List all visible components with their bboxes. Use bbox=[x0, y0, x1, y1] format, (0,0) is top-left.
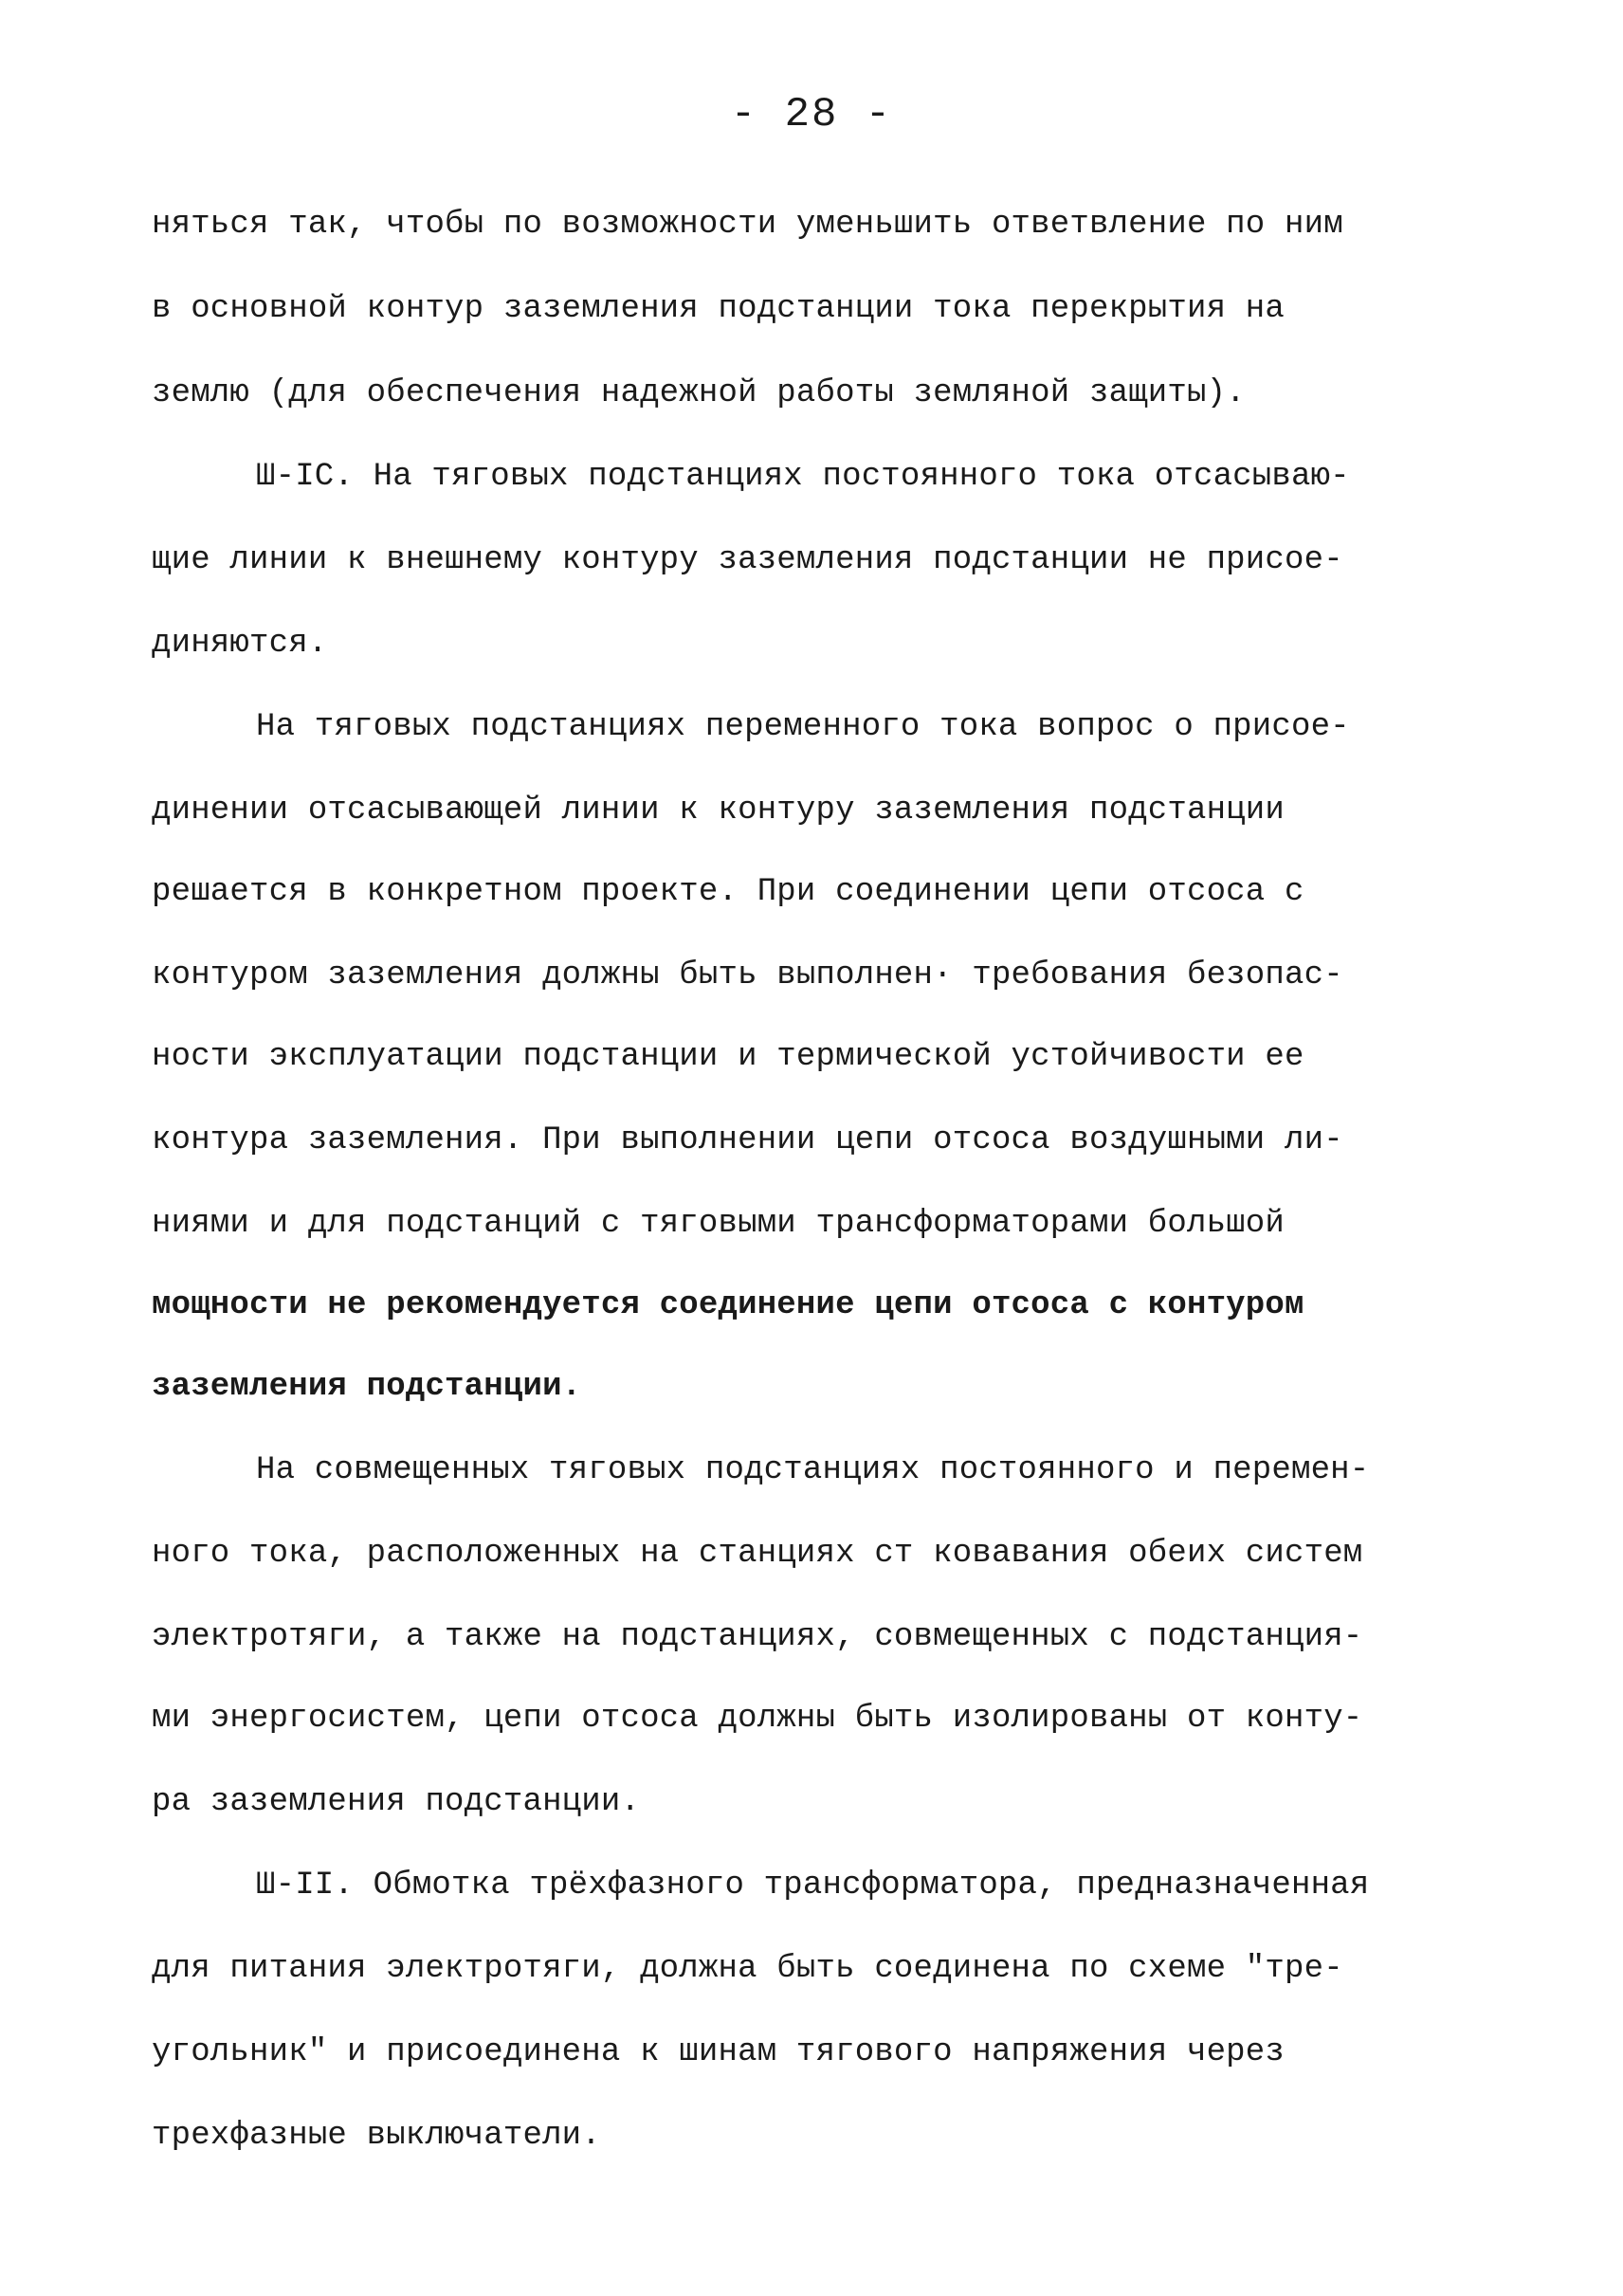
text-line: динении отсасывающей линии к контуру заземления подстанции bbox=[152, 793, 1285, 829]
paragraph-start-line: На тяговых подстанциях переменного тока вопрос о присое- bbox=[256, 709, 1350, 745]
text-line: няться так, чтобы по возможности уменьшить ответвление по ним bbox=[152, 207, 1343, 243]
text-line: контуром заземления должны быть выполнен· требования безопас- bbox=[152, 957, 1343, 993]
text-line: для питания электротяги, должна быть соединена по схеме "тре- bbox=[152, 1951, 1343, 1987]
text-line: ности эксплуатации подстанции и термической устойчивости ее bbox=[152, 1039, 1304, 1075]
text-line: трехфазные выключатели. bbox=[152, 2118, 601, 2154]
text-line: ра заземления подстанции. bbox=[152, 1784, 641, 1820]
text-line: землю (для обеспечения надежной работы земляной защиты). bbox=[152, 375, 1246, 411]
text-line: электротяги, а также на подстанциях, совмещенных с подстанция- bbox=[152, 1619, 1363, 1655]
text-line: ниями и для подстанций с тяговыми трансформаторами большой bbox=[152, 1206, 1285, 1242]
text-line-bold: заземления подстанции. bbox=[152, 1369, 582, 1405]
text-line: ми энергосистем, цепи отсоса должны быть изолированы от конту- bbox=[152, 1701, 1363, 1737]
paragraph-start-line: На совмещенных тяговых подстанциях постоянного и перемен- bbox=[256, 1452, 1370, 1488]
text-line: контура заземления. При выполнении цепи отсоса воздушными ли- bbox=[152, 1122, 1343, 1158]
text-line: щие линии к внешнему контуру заземления подстанции не присое- bbox=[152, 542, 1343, 578]
text-line: решается в конкретном проекте. При соединении цепи отсоса с bbox=[152, 874, 1304, 910]
paragraph-start-line: Ш-II. Обмотка трёхфазного трансформатора, предназначенная bbox=[256, 1868, 1370, 1904]
paragraph-start-line: Ш-IC. На тяговых подстанциях постоянного тока отсасываю- bbox=[256, 459, 1350, 495]
text-line-bold: мощности не рекомендуется соединение цепи отсоса с контуром bbox=[152, 1287, 1304, 1323]
page-number: - 28 - bbox=[730, 91, 893, 138]
text-line: ного тока, расположенных на станциях ст ковавания обеих систем bbox=[152, 1536, 1363, 1572]
text-line: угольник" и присоединена к шинам тягового напряжения через bbox=[152, 2034, 1285, 2070]
text-line: в основной контур заземления подстанции тока перекрытия на bbox=[152, 291, 1285, 327]
text-line: диняются. bbox=[152, 626, 328, 662]
